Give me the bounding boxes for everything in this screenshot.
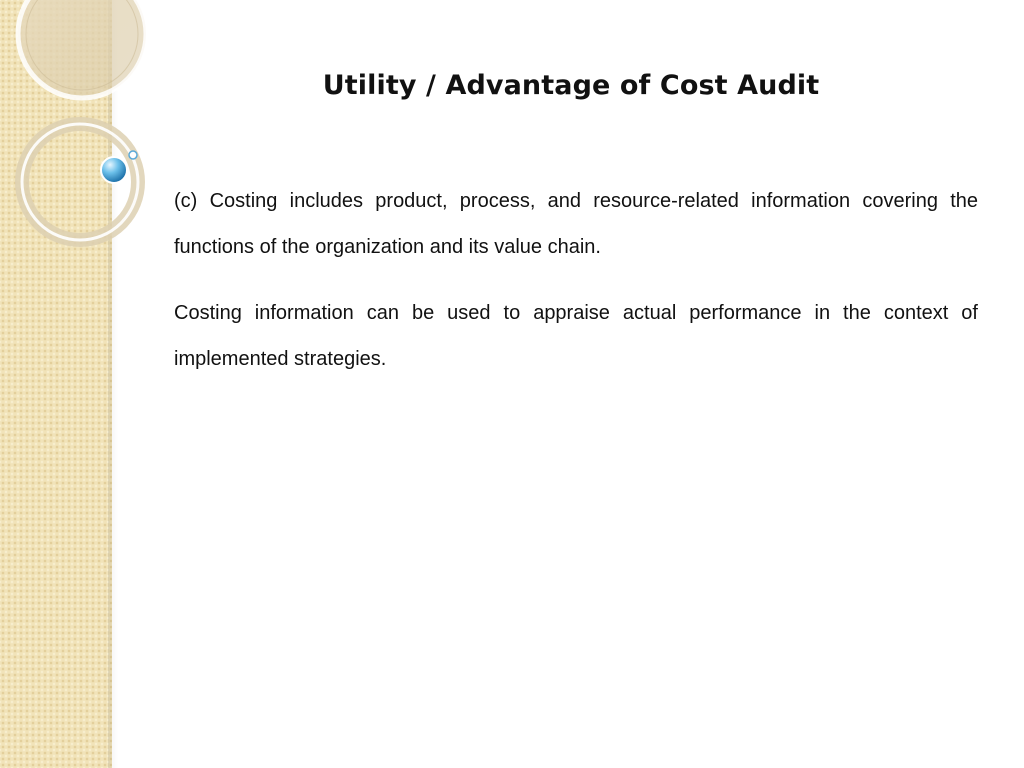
decorative-rings-icon <box>0 0 160 260</box>
body-paragraph: (c) Costing includes product, process, and resource-related information covering the functions of the organization and its value chain. <box>174 190 978 258</box>
blue-bead-icon <box>101 157 127 183</box>
small-ring-icon <box>129 151 137 159</box>
slide-body <box>174 178 978 402</box>
body-paragraph: Costing information can be used to appraise actual performance in the context of implemented strategies. <box>174 302 978 370</box>
slide-title: Utility / Advantage of Cost Audit <box>322 70 820 101</box>
